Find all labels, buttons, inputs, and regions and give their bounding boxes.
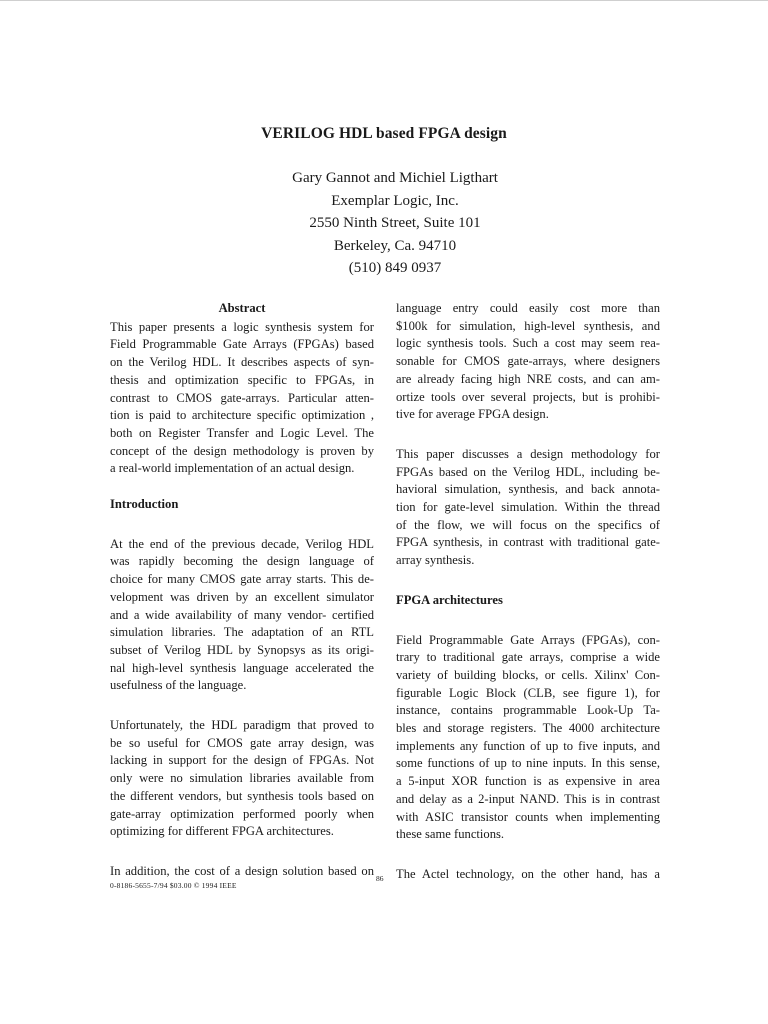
text-line: choice for many CMOS gate array starts. This de- — [110, 572, 374, 587]
page-number: 86 — [376, 874, 384, 883]
text-line: on the Verilog HDL. It describes aspects of syn- — [110, 355, 374, 370]
right-paragraph-2 — [396, 446, 660, 570]
text-line: At the end of the previous decade, Verilog HDL — [110, 536, 374, 551]
text-line: Field Programmable Gate Arrays (FPGAs), con- — [396, 632, 660, 647]
text-line: velopment was driven by an excellent simulator — [110, 589, 374, 604]
text-line: a 5-input XOR function is as expensive in area — [396, 774, 660, 789]
text-line: sonable for CMOS gate-arrays, where designers — [396, 354, 660, 369]
right-paragraph-3 — [396, 632, 660, 844]
text-line: optimizing for different FPGA architectures. — [110, 824, 334, 839]
text-line: The Actel technology, on the other hand, has a — [396, 866, 660, 881]
text-line: havioral simulation, synthesis, and back annota- — [396, 482, 660, 497]
left-column — [110, 300, 374, 881]
author-city: Berkeley, Ca. 94710 — [333, 237, 457, 254]
text-line: logic synthesis tools. Such a cost may seem rea- — [396, 336, 660, 351]
right-column — [396, 300, 660, 884]
introduction-paragraph-3 — [110, 863, 374, 881]
text-line: some functions of up to nine inputs. In this sense, — [396, 756, 660, 771]
introduction-paragraph-2 — [110, 717, 374, 841]
text-line: FPGA synthesis, in contrast with traditional gate- — [396, 535, 660, 550]
text-line: concept of the design methodology is proven by — [110, 443, 374, 458]
text-line: FPGAs based on the Verilog HDL, including be- — [396, 464, 660, 479]
text-line: tive for average FPGA design. — [396, 407, 549, 422]
text-line: variety of building blocks, or cells. Xilinx' Con- — [396, 667, 660, 682]
introduction-heading: Introduction — [110, 497, 179, 512]
author-names: Gary Gannot and Michiel Ligthart — [292, 170, 498, 186]
text-line: implements any function of up to five inputs, and — [396, 738, 660, 753]
text-line: these same functions. — [396, 827, 505, 842]
text-line: instance, contains programmable Look-Up Ta- — [396, 703, 660, 718]
copyright-footer: 0-8186-5655-7/94 $03.00 © 1994 IEEE — [110, 881, 237, 890]
text-line: with ASIC transistor counts when implementing — [396, 809, 660, 824]
author-phone: (510) 849 0937 — [348, 260, 442, 276]
text-line: and a wide availability of many vendor- certified — [110, 607, 374, 622]
text-line: Field Programmable Gate Arrays (FPGAs) based — [110, 337, 374, 352]
text-line: ortize tools over several projects, but is prohibi- — [396, 389, 660, 404]
text-line: both on Register Transfer and Logic Level. The — [110, 425, 374, 440]
abstract-heading: Abstract — [218, 301, 266, 315]
text-line: trary to traditional gate arrays, comprise a wide — [396, 650, 660, 665]
text-line: simulation libraries. The adaptation of an RTL — [110, 625, 374, 640]
text-line: bles and storage registers. The 4000 architecture — [396, 721, 660, 736]
text-line: of the flow, we will focus on the specifics of — [396, 517, 660, 532]
text-line: only were no simulation libraries available from — [110, 771, 374, 786]
text-line: subset of Verilog HDL by Synopsys as its origi- — [110, 642, 374, 657]
text-line: was rapidly becoming the design language of — [110, 554, 374, 569]
text-line: and delay as a 2-input NAND. This is in contrast — [396, 791, 660, 806]
text-line: thesis and optimization specific to FPGAs, in — [110, 372, 374, 387]
right-paragraph-4 — [396, 866, 660, 884]
author-block — [0, 167, 768, 280]
right-paragraph-1 — [396, 300, 660, 424]
text-line: In addition, the cost of a design solution based on — [110, 863, 374, 878]
text-line: a real-world implementation of an actual design. — [110, 461, 355, 476]
introduction-paragraph-1 — [110, 536, 374, 695]
text-line: This paper discusses a design methodology for — [396, 446, 660, 461]
text-line: This paper presents a logic synthesis system for — [110, 319, 374, 334]
text-line: array synthesis. — [396, 553, 475, 568]
text-line: gate-array optimization performed poorly when — [110, 806, 374, 821]
text-line: be so useful for CMOS gate array design, was — [110, 735, 374, 750]
text-line: lacking in support for the design of FPGAs. Not — [110, 753, 374, 768]
paper-title: VERILOG HDL based FPGA design — [261, 125, 507, 142]
fpga-architectures-heading: FPGA architectures — [396, 592, 503, 607]
text-line: nal high-level synthesis language accelerated the — [110, 660, 374, 675]
text-line: usefulness of the language. — [110, 678, 247, 693]
text-line: figurable Logic Block (CLB, see figure 1), for — [396, 685, 660, 700]
top-border — [0, 0, 768, 1]
text-line: Unfortunately, the HDL paradigm that proved to — [110, 718, 374, 733]
author-street: 2550 Ninth Street, Suite 101 — [309, 215, 481, 231]
text-line: are already facing high NRE costs, and can am- — [396, 371, 660, 386]
text-line: the different vendors, but synthesis tools based on — [110, 788, 374, 803]
text-line: contrast to CMOS gate-arrays. Particular atten- — [110, 390, 374, 405]
text-line: $100k for simulation, high-level synthesis, and — [396, 318, 660, 333]
author-affiliation: Exemplar Logic, Inc. — [331, 192, 459, 209]
abstract-paragraph — [110, 319, 374, 478]
text-line: tion is paid to architecture specific optimization , — [110, 408, 374, 423]
text-line: language entry could easily cost more than — [396, 301, 660, 315]
text-line: tion for gate-level simulation. Within the thread — [396, 500, 660, 515]
